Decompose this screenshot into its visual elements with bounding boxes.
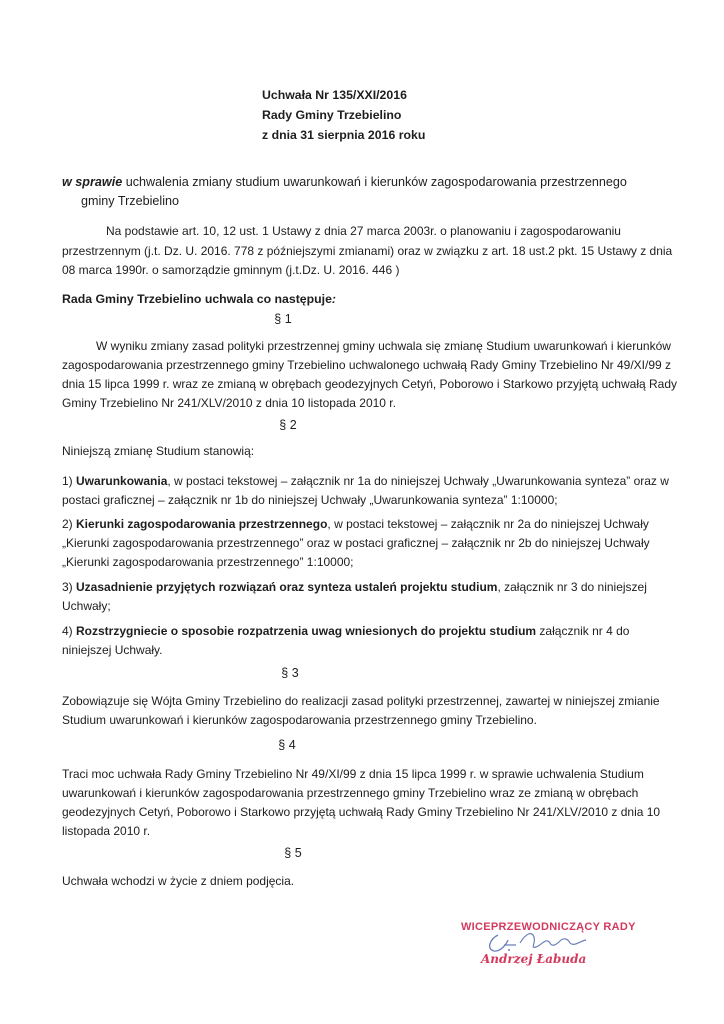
list-item-text: , w postaci tekstowej – załącznik nr 1a do niniejszej Uchwały „Uwarunkowania synteza” oraz w postaci graficznej – załącznik nr 1b do niniejszej Uchwały „Uwarunkowania synteza” 1:10000; (62, 474, 669, 507)
stamp-name: Andrzej Łabuda (481, 952, 587, 966)
section-1-heading: § 1 (274, 312, 292, 326)
list-item-bold: Uzasadnienie przyjętych rozwiązań oraz synteza ustaleń projektu studium (76, 580, 498, 594)
resolution-number: Uchwała Nr 135/XXI/2016 (262, 88, 407, 102)
list-item-3 (62, 578, 682, 616)
section-3-heading: § 3 (281, 666, 299, 680)
section-4-text: Traci moc uchwała Rady Gminy Trzebielino Nr 49/XI/99 z dnia 15 lipca 1999 r. w sprawie uchwalenia Studium uwarunkowań i kierunków zagospodarowania przestrzennego gminy Trzebielino wraz ze zmianą w obrębach geodezyjnych Cetyń, Poborowo i Starkowo przyjętą uchwałą Rady Gminy Trzebielino Nr 241/XLV/2010 z dnia 10 listopada 2010 r. (62, 767, 661, 838)
section-4-heading: § 4 (278, 738, 296, 752)
list-item-4 (62, 622, 682, 660)
list-item-number: 4) (62, 624, 77, 638)
list-item-number: 3) (62, 580, 77, 594)
section-5-heading: § 5 (284, 846, 302, 860)
subject-text-continued: gminy Trzebielino (81, 194, 179, 208)
council-resolves (62, 292, 336, 306)
section-5-text: Uchwała wchodzi w życie z dniem podjęcia. (62, 874, 295, 888)
list-item-number: 2) (62, 517, 77, 531)
list-item-1 (62, 472, 682, 510)
subject-text: uchwalenia zmiany studium uwarunkowań i kierunków zagospodarowania przestrzennego (122, 175, 627, 189)
legal-basis: Na podstawie art. 10, 12 ust. 1 Ustawy z dnia 27 marca 2003r. o planowaniu i zagospodarowaniu przestrzennym (j.t. Dz. U. 2016. 778 z późniejszymi zmianami) oraz w związku z art. 18 ust.2 pkt. 15 Ustawy z dnia 08 marca 1990r. o samorządzie gminnym (j.t.Dz. U. 2016. 446 ) (62, 224, 673, 277)
list-item-bold: Rozstrzygniecie o sposobie rozpatrzenia uwag wniesionych do projektu studium (76, 624, 537, 638)
list-item-text: , załącznik nr 3 do niniejszej Uchwały; (62, 580, 647, 613)
resolution-header (262, 85, 425, 145)
council-resolves-text: Rada Gminy Trzebielino uchwala co następuje (62, 292, 332, 306)
list-item-text: , w postaci tekstowej – załącznik nr 2a do niniejszej Uchwały „Kierunki zagospodarowania przestrzennego” oraz w postaci graficznej – załącznik nr 2b do niniejszej Uchwały „Kierunki zagospodarowania przestrzennego” 1:10000; (62, 517, 650, 569)
list-item-bold: Kierunki zagospodarowania przestrzennego (76, 517, 328, 531)
section-2-intro: Niniejszą zmianę Studium stanowią: (62, 444, 255, 458)
council-name: Rady Gminy Trzebielino (262, 108, 402, 122)
section-2-heading: § 2 (279, 418, 297, 432)
council-resolves-colon: : (331, 292, 337, 306)
list-item-bold: Uwarunkowania (76, 474, 168, 488)
section-1-text: W wyniku zmiany zasad polityki przestrzennej gminy uchwala się zmianę Studium uwarunkowań i kierunków zagospodarowania przestrzennego gminy Trzebielino uchwalonego uchwałą Rady Gminy Trzebielino Nr 49/XI/99 z dnia 15 lipca 1999 r. wraz ze zmianą w obrębach geodezyjnych Cetyń, Poborowo i Starkowo przyjętą uchwałą Rady Gminy Trzebielino Nr 241/XLV/2010 z dnia 10 listopada 2010 r. (62, 339, 677, 410)
resolution-date: z dnia 31 sierpnia 2016 roku (262, 128, 426, 142)
section-3-text: Zobowiązuje się Wójta Gminy Trzebielino do realizacji zasad polityki przestrzennej, zawartej w niniejszej zmianie Studium uwarunkowań i kierunków zagospodarowania przestrzennego gminy Trzebielino. (62, 694, 660, 727)
handwritten-signature (476, 925, 606, 961)
stamp-title: WICEPRZEWODNICZĄCY RADY (461, 921, 636, 933)
subject-lead: w sprawie (62, 175, 123, 189)
list-item-2 (62, 515, 682, 572)
list-item-number: 1) (62, 474, 77, 488)
list-item-text: załącznik nr 4 do niniejszej Uchwały. (62, 624, 630, 657)
resolution-subject (62, 173, 682, 211)
